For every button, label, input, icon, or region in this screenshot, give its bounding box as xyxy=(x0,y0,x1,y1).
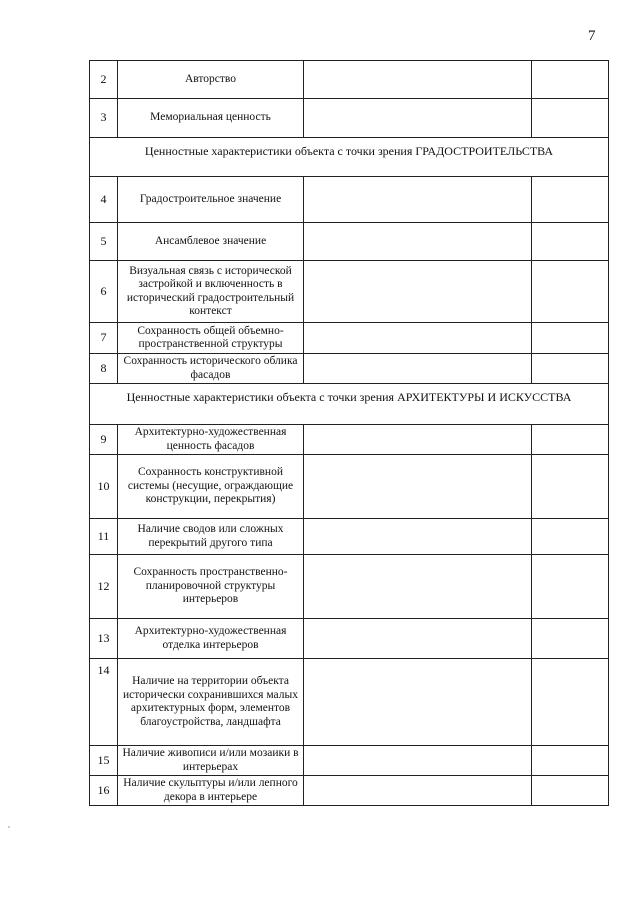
score-cell[interactable] xyxy=(532,177,609,223)
table-row xyxy=(90,519,609,555)
score-cell[interactable] xyxy=(532,261,609,323)
table-row xyxy=(90,177,609,223)
value-cell[interactable] xyxy=(304,354,532,384)
row-number: 14 xyxy=(90,659,118,746)
row-number: 11 xyxy=(90,519,118,555)
table-row xyxy=(90,223,609,261)
table-row xyxy=(90,746,609,776)
table-row xyxy=(90,659,609,746)
score-cell[interactable] xyxy=(532,223,609,261)
row-number: 15 xyxy=(90,746,118,776)
section-row xyxy=(90,138,609,177)
table-row xyxy=(90,354,609,384)
row-criterion: Архитектурно-художественная ценность фасадов xyxy=(118,425,304,455)
value-cell[interactable] xyxy=(304,746,532,776)
score-cell[interactable] xyxy=(532,555,609,619)
score-cell[interactable] xyxy=(532,519,609,555)
row-number: 16 xyxy=(90,776,118,806)
row-criterion: Мемориальная ценность xyxy=(118,99,304,138)
scan-speck xyxy=(8,826,10,828)
row-number: 12 xyxy=(90,555,118,619)
score-cell[interactable] xyxy=(532,659,609,746)
value-cell[interactable] xyxy=(304,177,532,223)
row-number: 6 xyxy=(90,261,118,323)
row-number: 8 xyxy=(90,354,118,384)
score-cell[interactable] xyxy=(532,354,609,384)
row-criterion: Градостроительное значение xyxy=(118,177,304,223)
score-cell[interactable] xyxy=(532,746,609,776)
score-cell[interactable] xyxy=(532,99,609,138)
value-cell[interactable] xyxy=(304,776,532,806)
row-criterion: Наличие скульптуры и/или лепного декора в интерьере xyxy=(118,776,304,806)
value-cell[interactable] xyxy=(304,223,532,261)
row-criterion: Наличие сводов или сложных перекрытий другого типа xyxy=(118,519,304,555)
row-criterion: Ансамблевое значение xyxy=(118,223,304,261)
value-cell[interactable] xyxy=(304,659,532,746)
row-number: 4 xyxy=(90,177,118,223)
value-cell[interactable] xyxy=(304,99,532,138)
score-cell[interactable] xyxy=(532,323,609,354)
value-cell[interactable] xyxy=(304,323,532,354)
row-number: 5 xyxy=(90,223,118,261)
row-criterion: Наличие живописи и/или мозаики в интерьерах xyxy=(118,746,304,776)
table-row xyxy=(90,555,609,619)
row-criterion: Сохранность конструктивной системы (несущие, ограждающие конструкции, перекрытия) xyxy=(118,455,304,519)
section-heading: Ценностные характеристики объекта с точки зрения ГРАДОСТРОИТЕЛЬСТВА xyxy=(90,138,609,177)
row-number: 10 xyxy=(90,455,118,519)
table-row xyxy=(90,99,609,138)
value-cell[interactable] xyxy=(304,519,532,555)
table-row xyxy=(90,425,609,455)
row-criterion: Наличие на территории объекта исторически сохранившихся малых архитектурных форм, элементов благоустройства, ландшафта xyxy=(118,659,304,746)
table-row xyxy=(90,323,609,354)
score-cell[interactable] xyxy=(532,619,609,659)
value-cell[interactable] xyxy=(304,555,532,619)
row-number: 7 xyxy=(90,323,118,354)
row-number: 9 xyxy=(90,425,118,455)
row-number: 3 xyxy=(90,99,118,138)
value-cell[interactable] xyxy=(304,261,532,323)
row-criterion: Сохранность исторического облика фасадов xyxy=(118,354,304,384)
table-row xyxy=(90,61,609,99)
evaluation-table xyxy=(89,60,609,806)
score-cell[interactable] xyxy=(532,776,609,806)
row-criterion: Авторство xyxy=(118,61,304,99)
value-cell[interactable] xyxy=(304,619,532,659)
value-cell[interactable] xyxy=(304,425,532,455)
row-criterion: Визуальная связь с исторической застройкой и включенность в исторический градостроительный контекст xyxy=(118,261,304,323)
page-number: 7 xyxy=(588,28,596,44)
row-criterion: Архитектурно-художественная отделка интерьеров xyxy=(118,619,304,659)
section-heading: Ценностные характеристики объекта с точки зрения АРХИТЕКТУРЫ И ИСКУССТВА xyxy=(90,384,609,425)
row-number: 13 xyxy=(90,619,118,659)
row-number: 2 xyxy=(90,61,118,99)
value-cell[interactable] xyxy=(304,61,532,99)
table-row xyxy=(90,261,609,323)
score-cell[interactable] xyxy=(532,455,609,519)
row-criterion: Сохранность общей объемно-пространственной структуры xyxy=(118,323,304,354)
table-row xyxy=(90,455,609,519)
table-row xyxy=(90,619,609,659)
value-cell[interactable] xyxy=(304,455,532,519)
row-criterion: Сохранность пространственно-планировочной структуры интерьеров xyxy=(118,555,304,619)
score-cell[interactable] xyxy=(532,61,609,99)
table-row xyxy=(90,776,609,806)
section-row xyxy=(90,384,609,425)
score-cell[interactable] xyxy=(532,425,609,455)
